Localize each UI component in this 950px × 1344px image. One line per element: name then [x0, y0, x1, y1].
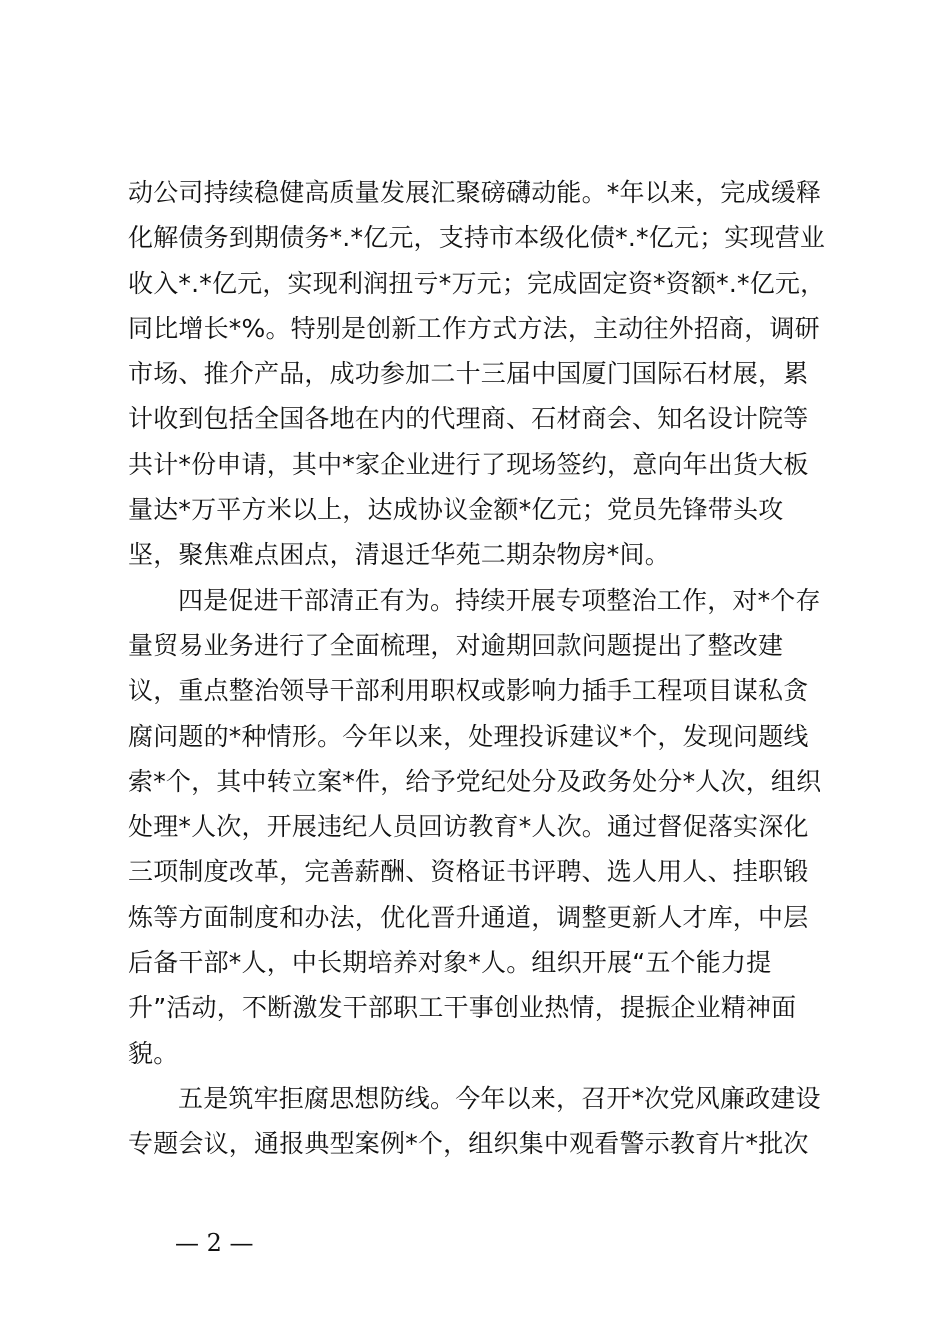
paragraph-start-line: 五是筑牢拒腐思想防线。今年以来，召开*次党风廉政建设	[178, 1083, 821, 1113]
text-line: 量达*万平方米以上，达成协议金额*亿元；党员先锋带头攻	[128, 495, 784, 525]
text-line: 坚，聚焦难点困点，清退迁华苑二期杂物房*间。	[128, 540, 670, 570]
body-text	[128, 170, 828, 1167]
text-line: 同比增长*%。特别是创新工作方式方法，主动往外招商，调研	[128, 313, 820, 343]
text-line: 计收到包括全国各地在内的代理商、石材商会、知名设计院等	[128, 404, 809, 434]
text-line: 收入*.*亿元，实现利润扭亏*万元；完成固定资*资额*.*亿元，	[128, 268, 826, 298]
text-line: 腐问题的*种情形。今年以来，处理投诉建议*个，发现问题线	[128, 721, 809, 751]
text-line: 量贸易业务进行了全面梳理，对逾期回款问题提出了整改建	[128, 630, 784, 660]
text-line: 处理*人次，开展违纪人员回访教育*人次。通过督促落实深化	[128, 812, 809, 842]
text-line: 升”活动，不断激发干部职工干事创业热情，提振企业精神面	[128, 993, 797, 1023]
text-line: 专题会议，通报典型案例*个，组织集中观看警示教育片*批次	[128, 1129, 809, 1159]
text-line: 动公司持续稳健高质量发展汇聚磅礴动能。*年以来，完成缓释	[128, 178, 822, 207]
text-line: 炼等方面制度和办法，优化晋升通道，调整更新人才库，中层	[128, 902, 809, 932]
text-line: 共计*份申请，其中*家企业进行了现场签约，意向年出货大板	[128, 449, 809, 479]
paragraph-start-line: 四是促进干部清正有为。持续开展专项整治工作，对*个存	[178, 585, 821, 615]
text-line: 后备干部*人，中长期培养对象*人。组织开展“五个能力提	[128, 948, 772, 978]
text-line: 议，重点整治领导干部利用职权或影响力插手工程项目谋私贪	[128, 676, 809, 706]
text-line: 化解债务到期债务*.*亿元，支持市本级化债*.*亿元；实现营业	[128, 223, 826, 253]
text-line: 市场、推介产品，成功参加二十三届中国厦门国际石材展，累	[128, 359, 809, 389]
text-line: 索*个，其中转立案*件，给予党纪处分及政务处分*人次，组织	[128, 766, 822, 796]
page-number: — 2 —	[175, 1229, 254, 1257]
text-line: 三项制度改革，完善薪酬、资格证书评聘、选人用人、挂职锻	[128, 857, 809, 887]
text-line: 貌。	[128, 1038, 179, 1068]
